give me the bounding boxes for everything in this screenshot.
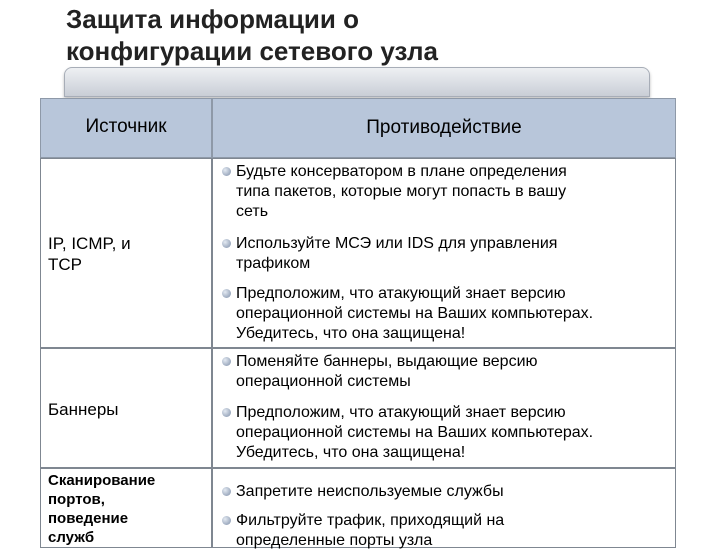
bullet-line: Убедитесь, что она защищена! bbox=[236, 444, 466, 461]
bullet-icon bbox=[222, 357, 231, 366]
table-row-2-source-line-1: Баннеры bbox=[48, 400, 119, 419]
bullet-line: Фильтруйте трафик, приходящий на bbox=[236, 512, 505, 529]
bullet-line: Используйте МСЭ или IDS для управления bbox=[236, 235, 558, 252]
table-row-1-source-line-1: IP, ICMP, и bbox=[48, 234, 131, 253]
slide-title-line-2: конфигурации сетевого узла bbox=[66, 36, 439, 66]
bullet-line: сеть bbox=[236, 203, 269, 220]
table-row-3-source-line-4: служб bbox=[48, 529, 95, 546]
bullet-icon bbox=[222, 516, 231, 525]
bullet-line: Поменяйте баннеры, выдающие версию bbox=[236, 353, 538, 370]
column-header-source: Источник bbox=[40, 98, 212, 158]
bullet-line: операционной системы bbox=[236, 373, 411, 390]
bullet-icon bbox=[222, 487, 231, 496]
bullet-line: трафиком bbox=[236, 255, 311, 272]
bullet-line: Запретите неиспользуемые службы bbox=[236, 483, 504, 500]
slide-title bbox=[66, 3, 438, 67]
bullet-icon bbox=[222, 289, 231, 298]
bullet-line: операционной системы на Ваших компьютерах. bbox=[236, 424, 594, 441]
bullet-line: Предположим, что атакующий знает версию bbox=[236, 404, 566, 421]
column-header-countermeasure: Противодействие bbox=[212, 98, 676, 158]
table-row-3-source-line-2: портов, bbox=[48, 491, 105, 508]
table-row-1-source-line-2: TCP bbox=[48, 255, 82, 274]
table-row-1-source-cell bbox=[40, 158, 212, 348]
bullet-icon bbox=[222, 167, 231, 176]
bullet-line: Убедитесь, что она защищена! bbox=[236, 325, 466, 342]
bullet-line: Предположим, что атакующий знает версию bbox=[236, 285, 566, 302]
slide-title-line-1: Защита информации о bbox=[66, 4, 360, 34]
bullet-line: типа пакетов, которые могут попасть в вашу bbox=[236, 183, 567, 200]
table-row-3-source-line-1: Сканирование bbox=[48, 472, 156, 489]
table-row-3-source-cell bbox=[40, 468, 212, 548]
decorative-title-bar bbox=[64, 67, 650, 97]
bullet-line: операционной системы на Ваших компьютерах. bbox=[236, 305, 594, 322]
bullet-icon bbox=[222, 239, 231, 248]
table-row-3-source-line-3: поведение bbox=[48, 510, 129, 527]
table-row-2-source-cell bbox=[40, 348, 212, 468]
countermeasures-table bbox=[40, 98, 676, 549]
bullet-icon bbox=[222, 408, 231, 417]
bullet-line: определенные порты узла bbox=[236, 532, 433, 549]
bullet-line: Будьте консерватором в плане определения bbox=[236, 163, 567, 180]
